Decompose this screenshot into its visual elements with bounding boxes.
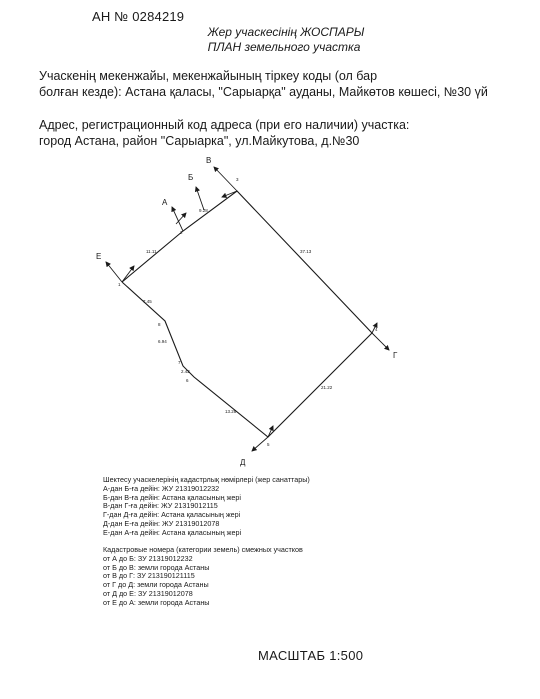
vertex-letter-g: Г (393, 351, 398, 360)
adjacent-plots-legend-ru (103, 546, 303, 608)
arrow-a (172, 207, 183, 231)
vertex-letter-d: Д (240, 458, 246, 467)
arrow-v (214, 167, 237, 191)
segment-length: 21.22 (321, 385, 333, 390)
vertex-letter-a: А (162, 198, 168, 207)
arrow-d-tick (268, 426, 273, 437)
segment-length: 11.11 (146, 249, 157, 254)
document-number: АН № 0284219 (92, 9, 185, 24)
point-number: 2 (180, 230, 183, 235)
legend-title: Кадастровые номера (категории земель) смежных участков (103, 545, 303, 554)
vertex-letter-e: Е (96, 252, 102, 261)
segment-length: 2.42 (181, 369, 190, 374)
vertex-letter-v: В (206, 156, 212, 165)
scale-label: МАСШТАБ 1:500 (258, 648, 364, 663)
address-kz-line: Учаскенің мекенжайы, мекенжайының тіркеу коды (ол бар (39, 69, 378, 83)
point-number: 1 (118, 282, 121, 287)
arrow-d (252, 437, 268, 451)
title-kz: Жер учаскесінің ЖОСПАРЫ (207, 25, 365, 39)
legend-row: А-дан Б-ға дейін: ЖУ 21319012232 (103, 483, 220, 493)
point-number: 4 (375, 327, 378, 332)
point-number: 6 (186, 378, 189, 383)
legend-row: от А до Б: ЗУ 21319012232 (103, 553, 193, 563)
legend-row: от Г до Д: земли города Астаны (103, 580, 209, 590)
legend-row: от В до Г: ЗУ 213190121115 (103, 571, 195, 581)
arrow-b (196, 187, 204, 210)
segment-length: 7.45 (143, 299, 152, 304)
legend-row: от Е до А: земли города Астаны (103, 597, 210, 607)
point-number: 5 (267, 442, 270, 447)
legend-row: от Д до Е: ЗУ 21319012078 (103, 588, 193, 598)
title-ru: ПЛАН земельного участка (207, 40, 361, 54)
address-ru-line: город Астана, район "Сарыарка", ул.Майкутова, д.№30 (39, 134, 360, 148)
legend-row: Д-дан Е-ға дейін: ЖУ 21319012078 (103, 518, 220, 528)
adjacent-plots-legend-kz (103, 476, 310, 538)
legend-row: Е-дан А-ға дейін: Астана қаласының жері (103, 527, 242, 537)
legend-row: от Б до В: земли города Астаны (103, 562, 210, 572)
point-number: 8 (158, 322, 161, 327)
legend-row: Б-дан В-ға дейін: Астана қаласының жері (103, 492, 241, 502)
vertex-letter-b: Б (188, 173, 194, 182)
address-ru-line: Адрес, регистрационный код адреса (при его наличии) участка: (39, 118, 410, 132)
point-number: 7 (178, 360, 181, 365)
arrow-e (106, 262, 122, 282)
legend-row: Г-дан Д-ға дейін: Астана қаласының жері (103, 510, 241, 520)
segment-length: 13.28 (225, 409, 237, 414)
address-kz-line: болған кезде): Астана қаласы, "Сарыарқа" ауданы, Майкөтов көшесі, №30 үй (39, 85, 488, 99)
plot-boundary (122, 191, 372, 437)
segment-length: 9.28 (199, 208, 208, 213)
point-number: 3 (236, 177, 239, 182)
legend-row: В-дан Г-ға дейін: ЖУ 21319012115 (103, 501, 218, 511)
segment-length: 6.94 (158, 339, 167, 344)
segment-length: 37.13 (300, 249, 312, 254)
arrow-g (372, 333, 389, 350)
legend-title: Шектесу учаскелерінің кадастрлық нөмірлері (жер санаттары) (103, 475, 310, 484)
